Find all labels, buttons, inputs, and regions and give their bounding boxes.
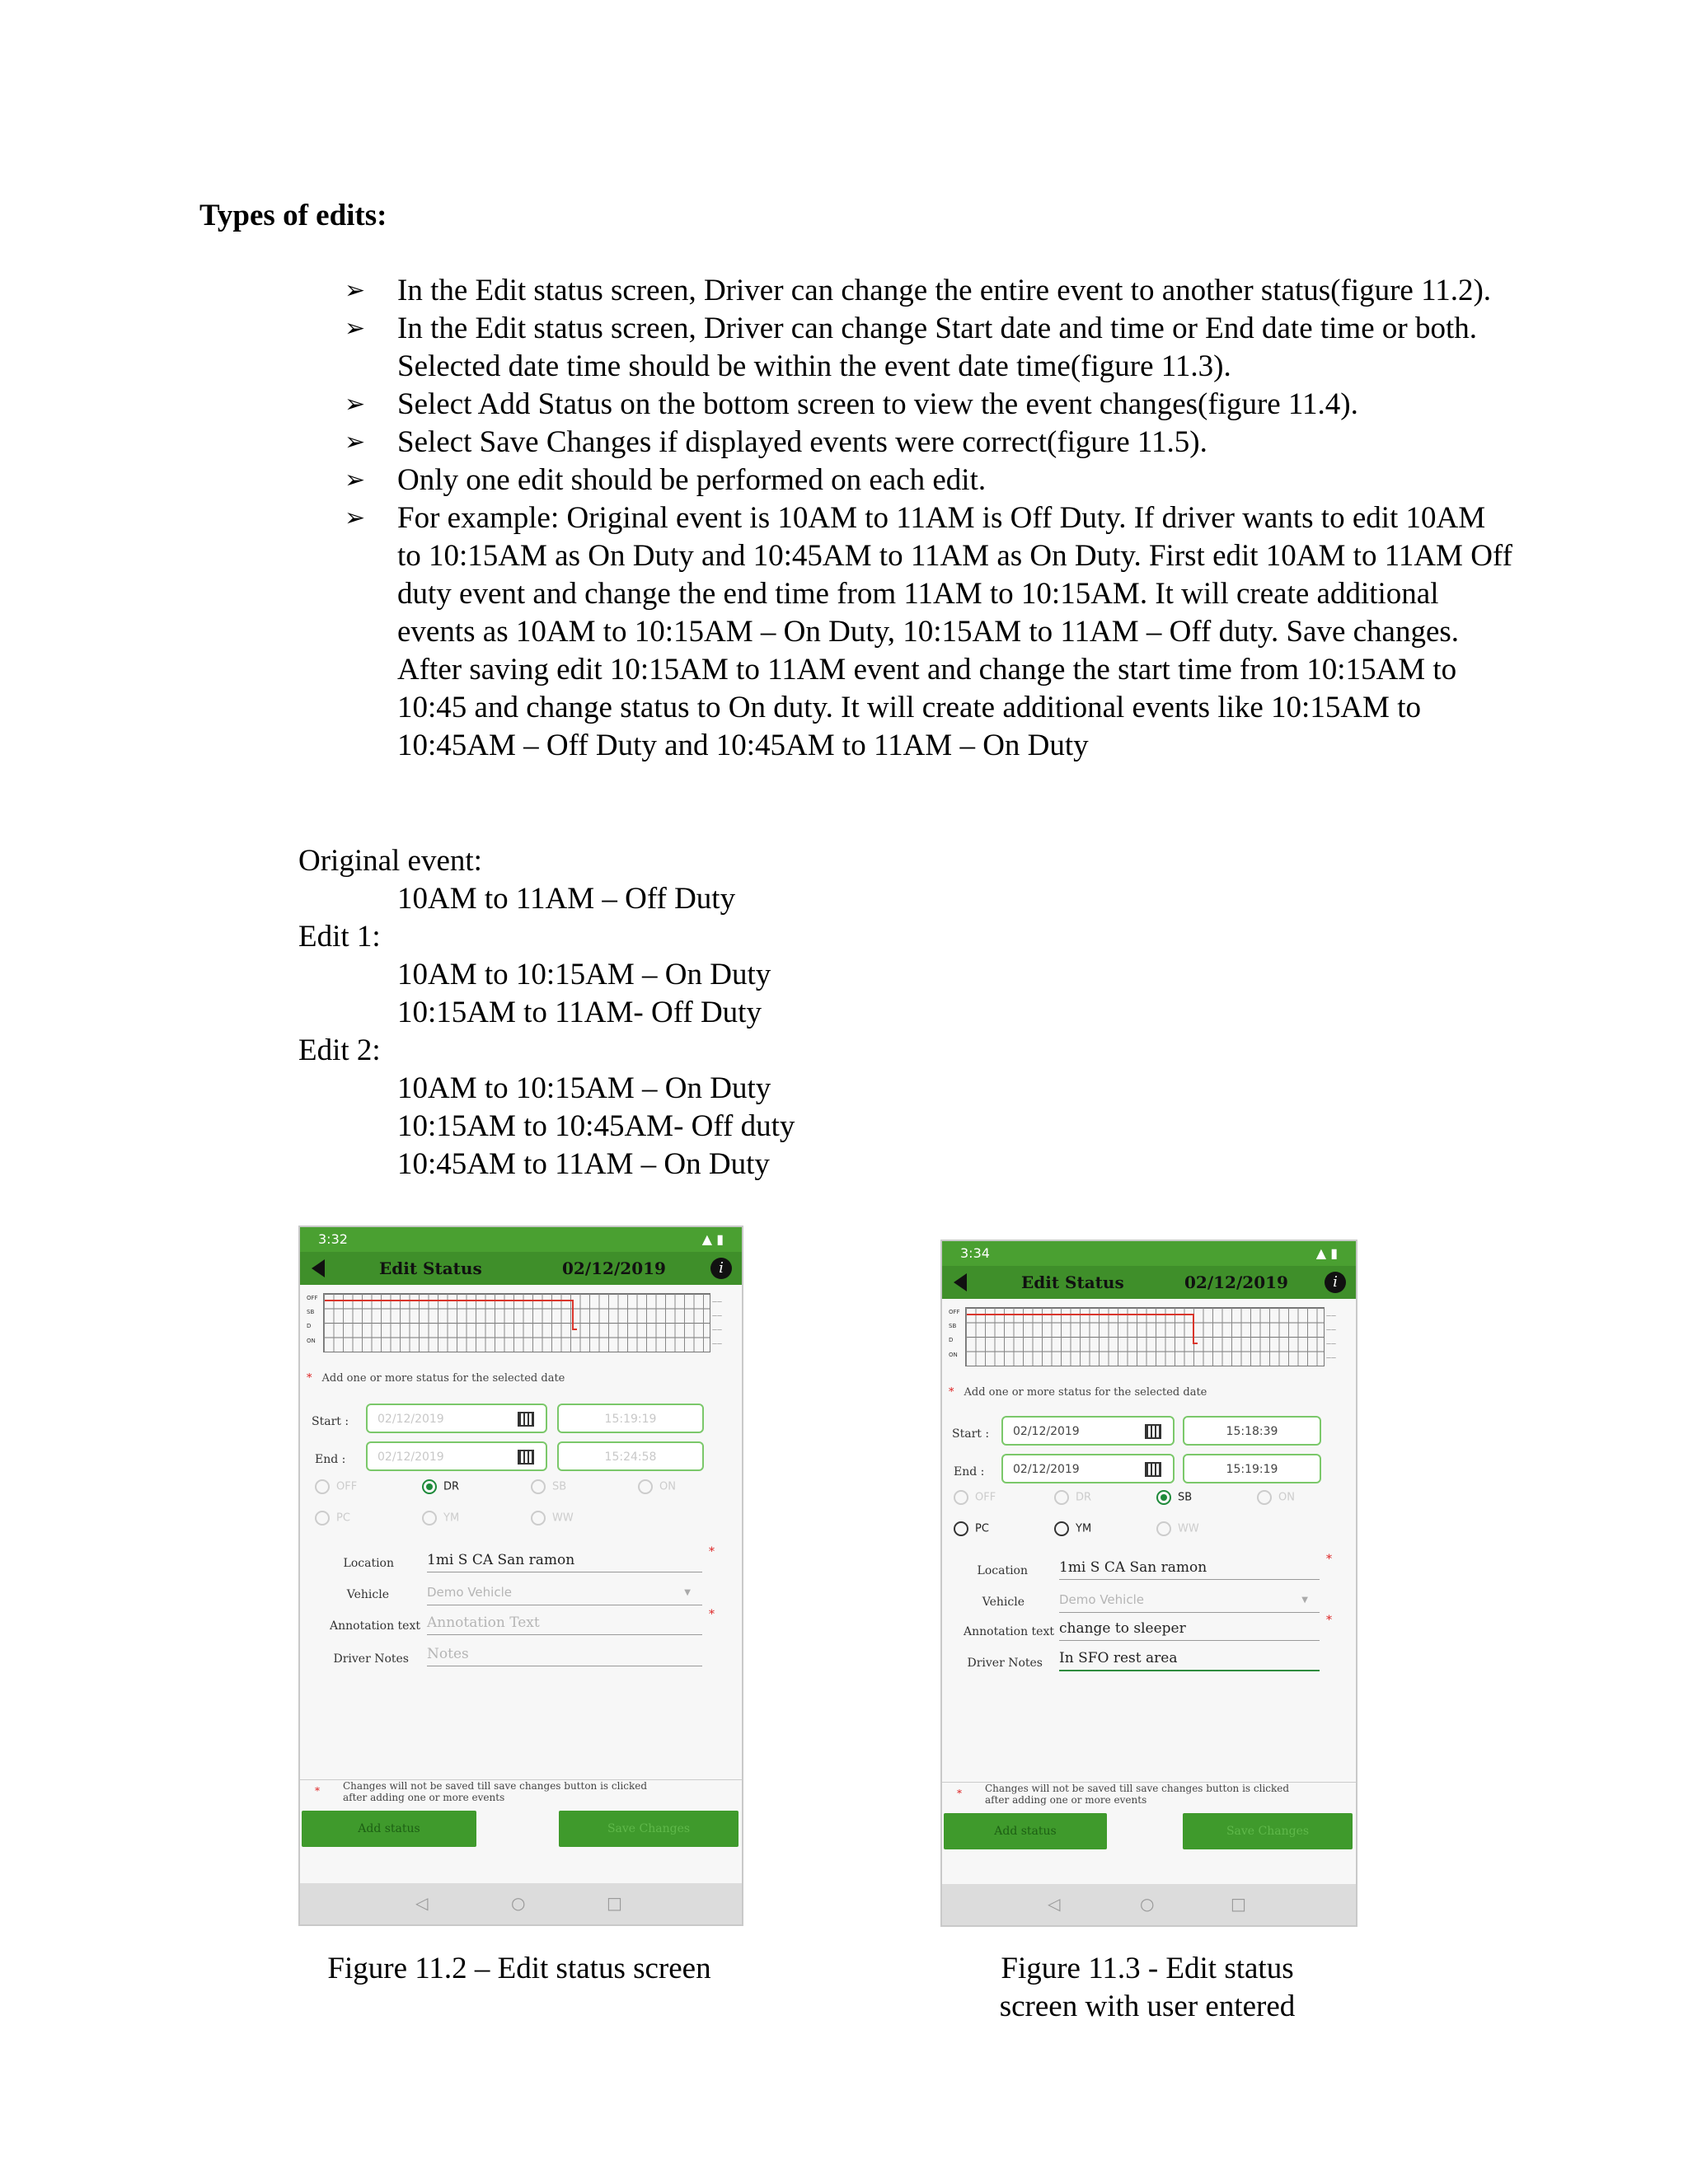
info-icon[interactable]: i (1325, 1272, 1346, 1293)
driver-notes-input[interactable]: Notes (427, 1646, 702, 1666)
status-radio-pc[interactable] (315, 1511, 350, 1526)
screen-date: 02/12/2019 (562, 1258, 666, 1278)
screen-title: Edit Status (379, 1258, 482, 1278)
vehicle-label: Vehicle (346, 1588, 389, 1601)
calendar-icon[interactable] (1145, 1424, 1161, 1439)
radio-label: WW (1178, 1522, 1199, 1535)
start-label: Start : (312, 1415, 349, 1428)
end-label: End : (954, 1465, 985, 1479)
status-line (967, 1314, 1194, 1315)
arrow-bullet-icon: ➢ (345, 276, 366, 305)
radio-label: OFF (975, 1491, 996, 1504)
arrow-bullet-icon: ➢ (345, 504, 366, 532)
radio-icon (1257, 1490, 1272, 1505)
location-input[interactable]: 1mi S CA San ramon (427, 1552, 702, 1572)
radio-label: OFF (336, 1480, 358, 1493)
helper-note (307, 1372, 565, 1385)
list-item (345, 310, 1515, 386)
list-item-text: Select Add Status on the bottom screen to view the event changes(figure 11.4). (397, 387, 1358, 421)
list-item (345, 272, 1515, 310)
radio-label: ON (1278, 1491, 1295, 1504)
status-time: 3:32 (318, 1231, 348, 1247)
grid-label-sb: SB (949, 1323, 957, 1329)
start-time-value: 15:19:19 (604, 1413, 657, 1426)
start-date-field[interactable] (366, 1404, 547, 1433)
save-changes-button[interactable]: Save Changes (1183, 1813, 1353, 1849)
annotation-input[interactable]: Annotation Text (427, 1615, 702, 1635)
app-bar (942, 1266, 1356, 1299)
status-radio-sb[interactable] (1156, 1490, 1192, 1505)
start-label: Start : (952, 1427, 990, 1441)
radio-label: WW (552, 1511, 574, 1525)
end-time-field[interactable] (557, 1441, 704, 1471)
start-date-value: 02/12/2019 (1013, 1425, 1080, 1438)
status-bar (942, 1241, 1356, 1266)
grid-label-on: ON (949, 1352, 958, 1358)
edit1-line: 10:15AM to 11AM- Off Duty (397, 996, 762, 1029)
dropdown-icon: ▼ (684, 1588, 691, 1597)
status-radio-pc[interactable] (954, 1521, 989, 1536)
back-arrow-icon[interactable] (954, 1273, 967, 1291)
save-warning-line: Changes will not be saved till save changes button is clicked (343, 1780, 648, 1792)
status-time: 3:34 (960, 1245, 990, 1261)
grid-label-d: D (949, 1337, 954, 1343)
start-date-value: 02/12/2019 (377, 1413, 444, 1426)
original-event-line: 10AM to 11AM – Off Duty (397, 882, 736, 916)
radio-icon (638, 1479, 653, 1494)
arrow-bullet-icon: ➢ (345, 390, 366, 419)
grid-chart (965, 1307, 1325, 1366)
figure-11-3-caption (940, 1950, 1354, 2026)
radio-icon (1054, 1521, 1069, 1536)
start-time-field[interactable] (557, 1404, 704, 1433)
list-item-text: In the Edit status screen, Driver can change Start date and time or End date time or both. Selected date time should be within the event date time(figure 11.3). (397, 312, 1477, 383)
list-item (345, 499, 1515, 765)
list-item-text: Only one edit should be performed on each edit. (397, 463, 987, 497)
edit1-line: 10AM to 10:15AM – On Duty (397, 958, 771, 991)
status-line (572, 1329, 577, 1330)
save-warning-text (985, 1783, 1289, 1806)
edit1-label: Edit 1: (298, 920, 381, 954)
save-warning-text (343, 1780, 647, 1803)
edit2-label: Edit 2: (298, 1033, 381, 1067)
radio-label: DR (1076, 1491, 1092, 1504)
save-warning (942, 1782, 1356, 1814)
edit2-line: 10AM to 10:15AM – On Duty (397, 1071, 771, 1105)
radio-icon (531, 1479, 546, 1494)
driver-notes-label: Driver Notes (967, 1657, 1043, 1670)
grid-label-off: OFF (307, 1295, 318, 1301)
edit-status-screenshot-1 (298, 1226, 743, 1926)
radio-label: ON (659, 1480, 676, 1493)
signal-battery-icon: ▲ ▮ (701, 1231, 724, 1247)
calendar-icon[interactable] (518, 1450, 534, 1465)
app-bar (300, 1252, 742, 1285)
location-label: Location (977, 1564, 1028, 1577)
radio-icon (531, 1511, 546, 1526)
location-label: Location (343, 1557, 394, 1570)
grid-totals: —— —— —— —— (712, 1299, 722, 1347)
end-time-field[interactable] (1183, 1454, 1321, 1483)
helper-note (949, 1386, 1207, 1399)
calendar-icon[interactable] (518, 1412, 534, 1427)
helper-note-text: Add one or more status for the selected date (964, 1386, 1207, 1399)
radio-label: PC (336, 1511, 350, 1525)
nav-home-icon[interactable]: ○ (1140, 1894, 1155, 1914)
dropdown-icon: ▼ (1301, 1596, 1308, 1605)
status-radio-sb[interactable] (531, 1479, 566, 1494)
status-bar (300, 1227, 742, 1252)
save-warning-line: after adding one or more events (343, 1792, 505, 1803)
status-line (1193, 1314, 1194, 1343)
required-icon: * (949, 1386, 954, 1399)
radio-icon (422, 1511, 437, 1526)
list-item-text: Select Save Changes if displayed events were correct(figure 11.5). (397, 425, 1207, 459)
required-icon: * (709, 1608, 715, 1621)
arrow-bullet-icon: ➢ (345, 314, 366, 343)
info-icon[interactable]: i (710, 1258, 732, 1279)
status-radio-off[interactable] (954, 1490, 996, 1505)
nav-recents-icon[interactable]: □ (1231, 1894, 1246, 1914)
signal-battery-icon: ▲ ▮ (1315, 1245, 1338, 1261)
log-grid (949, 1301, 1349, 1366)
add-status-button[interactable]: Add status (302, 1811, 476, 1847)
caption-line: Figure 11.3 - Edit status (1001, 1952, 1294, 1985)
edit-example (298, 842, 795, 1183)
status-radio-on[interactable] (1257, 1490, 1295, 1505)
grid-label-sb: SB (307, 1309, 315, 1315)
save-warning-line: after adding one or more events (985, 1794, 1147, 1806)
grid-label-on: ON (307, 1338, 316, 1344)
caption-line: screen with user entered (999, 1990, 1296, 2023)
driver-notes-label: Driver Notes (333, 1652, 409, 1666)
location-input[interactable]: 1mi S CA San ramon (1059, 1559, 1320, 1580)
required-icon: * (315, 1785, 320, 1797)
system-nav-bar (942, 1884, 1356, 1925)
status-line (572, 1300, 574, 1329)
add-status-button[interactable]: Add status (944, 1813, 1107, 1849)
list-item (345, 386, 1515, 424)
radio-label: SB (552, 1480, 567, 1493)
edit2-line: 10:45AM to 11AM – On Duty (397, 1147, 770, 1181)
vehicle-label: Vehicle (982, 1596, 1025, 1609)
radio-icon (1054, 1490, 1069, 1505)
arrow-bullet-icon: ➢ (345, 428, 366, 457)
edit-status-screenshot-2 (940, 1240, 1357, 1927)
original-event-label: Original event: (298, 844, 482, 878)
status-line (1193, 1343, 1198, 1344)
end-date-value: 02/12/2019 (377, 1451, 444, 1464)
system-nav-bar (300, 1883, 742, 1924)
list-item-text: For example: Original event is 10AM to 11AM is Off Duty. If driver wants to edit 10AM to 10:15AM as On Duty and 10:45AM to 11AM as On Duty. First edit 10AM to 11AM Off duty event and change the end time from 11AM to 10:15AM. It will create additional events as 10AM to 10:15AM – On Duty, 10:15AM to 11AM – Off duty. Save changes. After saving edit 10:15AM to 11AM event and change the start time from 10:15AM to 10:45 and change status to On duty. It will create additional events like 10:15AM to 10:45AM – Off Duty and 10:45AM to 11AM – On Duty (397, 501, 1512, 762)
status-radio-on[interactable] (638, 1479, 676, 1494)
annotation-input[interactable]: change to sleeper (1059, 1620, 1320, 1641)
start-date-field[interactable] (1001, 1416, 1175, 1446)
save-changes-button[interactable]: Save Changes (559, 1811, 738, 1847)
radio-selected-icon (1156, 1490, 1171, 1505)
radio-icon (1156, 1521, 1171, 1536)
required-icon: * (957, 1788, 962, 1799)
end-date-value: 02/12/2019 (1013, 1463, 1080, 1476)
end-time-value: 15:24:58 (604, 1451, 657, 1464)
grid-totals: —— —— —— —— (1326, 1313, 1336, 1361)
nav-back-icon[interactable]: ◁ (415, 1893, 429, 1913)
required-icon: * (1326, 1614, 1332, 1627)
back-arrow-icon[interactable] (312, 1259, 325, 1277)
status-radio-ym[interactable] (422, 1511, 459, 1526)
nav-recents-icon[interactable]: □ (607, 1893, 622, 1913)
radio-icon (954, 1490, 968, 1505)
screen-date: 02/12/2019 (1184, 1272, 1288, 1292)
edit-types-list (345, 272, 1515, 765)
end-date-field[interactable] (1001, 1454, 1175, 1483)
status-line (325, 1300, 574, 1301)
radio-icon (315, 1479, 330, 1494)
list-item (345, 462, 1515, 499)
save-warning (300, 1779, 742, 1811)
end-time-value: 15:19:19 (1226, 1463, 1278, 1476)
section-heading: Types of edits: (199, 199, 387, 232)
vehicle-select[interactable] (427, 1585, 702, 1605)
required-icon: * (307, 1372, 312, 1385)
save-warning-line: Changes will not be saved till save changes button is clicked (985, 1783, 1290, 1794)
vehicle-select[interactable] (1059, 1592, 1320, 1613)
list-item (345, 424, 1515, 462)
log-grid (307, 1286, 735, 1352)
calendar-icon[interactable] (1145, 1462, 1161, 1477)
end-label: End : (315, 1453, 346, 1466)
radio-label: YM (1076, 1522, 1092, 1535)
required-icon: * (709, 1545, 715, 1558)
edit2-line: 10:15AM to 10:45AM- Off duty (397, 1109, 795, 1143)
status-radio-off[interactable] (315, 1479, 357, 1494)
helper-note-text: Add one or more status for the selected date (321, 1372, 565, 1385)
annotation-label: Annotation text (330, 1619, 420, 1633)
radio-label: DR (443, 1480, 460, 1493)
required-icon: * (1326, 1553, 1332, 1566)
radio-label: YM (443, 1511, 460, 1525)
status-radio-dr[interactable] (422, 1479, 459, 1494)
annotation-label: Annotation text (964, 1625, 1054, 1638)
nav-home-icon[interactable]: ○ (511, 1893, 526, 1913)
status-radio-dr[interactable] (1054, 1490, 1091, 1505)
grid-label-d: D (307, 1323, 312, 1329)
grid-chart (323, 1293, 710, 1352)
driver-notes-input[interactable]: In SFO rest area (1059, 1650, 1320, 1671)
radio-selected-icon (422, 1479, 437, 1494)
arrow-bullet-icon: ➢ (345, 466, 366, 494)
vehicle-value: Demo Vehicle (1059, 1592, 1144, 1607)
start-time-value: 15:18:39 (1226, 1425, 1278, 1438)
figure-11-2-caption: Figure 11.2 – Edit status screen (327, 1952, 711, 1985)
grid-label-off: OFF (949, 1309, 960, 1315)
radio-label: SB (1178, 1491, 1193, 1504)
status-radio-ww[interactable] (1156, 1521, 1199, 1536)
end-date-field[interactable] (366, 1441, 547, 1471)
vehicle-value: Demo Vehicle (427, 1585, 512, 1600)
start-time-field[interactable] (1183, 1416, 1321, 1446)
screen-title: Edit Status (1021, 1272, 1124, 1292)
radio-label: PC (975, 1522, 989, 1535)
list-item-text: In the Edit status screen, Driver can change the entire event to another status(figure 11.2). (397, 274, 1492, 307)
radio-icon (954, 1521, 968, 1536)
radio-icon (315, 1511, 330, 1526)
nav-back-icon[interactable]: ◁ (1048, 1894, 1061, 1914)
status-radio-ww[interactable] (531, 1511, 574, 1526)
status-radio-ym[interactable] (1054, 1521, 1091, 1536)
